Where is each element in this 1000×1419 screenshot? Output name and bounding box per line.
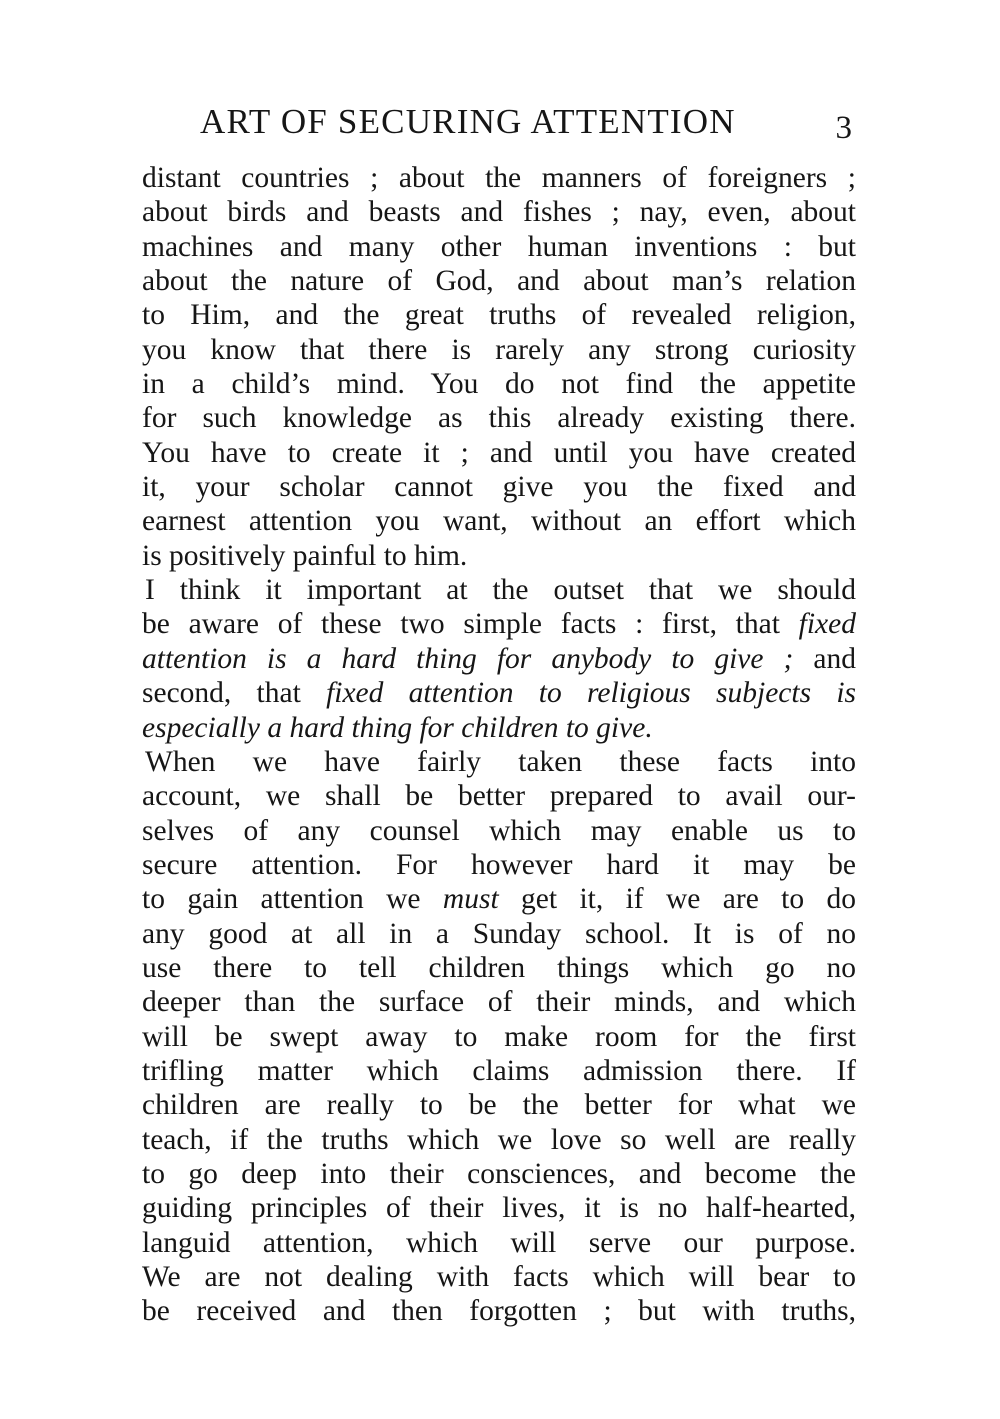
text-line: about the nature of God, and about man’s relation — [142, 265, 856, 298]
text-line: you know that there is rarely any strong curiosity — [142, 333, 856, 366]
running-title: ART OF SECURING ATTENTION — [200, 102, 736, 141]
paragraph-3 — [142, 745, 856, 1329]
text-line: languid attention, which will serve our purpose. — [142, 1226, 856, 1259]
text-line: for such knowledge as this already existing there. — [142, 402, 856, 435]
text-line: distant countries ; about the manners of foreigners ; — [142, 162, 856, 194]
text-line: children are really to be the better for what we — [142, 1089, 856, 1122]
text-line — [142, 642, 856, 676]
text-line: in a child’s mind. You do not find the appetite — [142, 368, 856, 401]
text-line: guiding principles of their lives, it is no half-hearted, — [142, 1192, 856, 1225]
text-line: secure attention. For however hard it may be — [142, 848, 856, 881]
text-line: machines and many other human inventions : but — [142, 230, 856, 263]
text-line: earnest attention you want, without an effort which — [142, 505, 856, 538]
text-line: to go deep into their consciences, and become the — [142, 1157, 856, 1190]
text-run: to gain attention we — [142, 883, 421, 916]
text-line — [142, 676, 856, 710]
text-line: When we have fairly taken these facts into — [145, 745, 856, 778]
text-line: deeper than the surface of their minds, and which — [142, 986, 856, 1019]
italic-run: fixed attention to religious subjects is — [326, 677, 857, 710]
text-line: to Him, and the great truths of revealed religion, — [142, 299, 856, 332]
text-line: especially a hard thing for children to give. — [142, 711, 653, 744]
paragraph-2 — [142, 573, 856, 745]
text-line: You have to create it ; and until you have created — [142, 436, 856, 469]
text-line: I think it important at the outset that we should — [145, 574, 856, 607]
page-number: 3 — [835, 110, 852, 146]
text-line: We are not dealing with facts which will bear to — [142, 1261, 856, 1293]
text-line: selves of any counsel which may enable us to — [142, 814, 856, 847]
text-line — [142, 882, 856, 916]
paragraph-1 — [142, 161, 856, 573]
text-line: use there to tell children things which go no — [142, 951, 856, 984]
text-line: account, we shall be better prepared to avail our- — [142, 780, 856, 813]
text-line — [142, 607, 856, 641]
text-run: and — [813, 642, 856, 675]
body-text — [142, 161, 856, 1329]
running-head — [200, 100, 852, 150]
text-line: it, your scholar cannot give you the fixed and — [142, 471, 856, 504]
text-line: is positively painful to him. — [142, 539, 468, 572]
text-line: about birds and beasts and fishes ; nay, even, about — [142, 196, 856, 229]
italic-run: attention is a hard thing for anybody to give ; — [142, 642, 794, 675]
text-line: any good at all in a Sunday school. It is of no — [142, 917, 856, 950]
text-line: be received and then forgotten ; but with truths, — [142, 1295, 856, 1328]
text-run: be aware of these two simple facts : first, that — [142, 608, 780, 641]
italic-run: fixed — [798, 608, 856, 641]
text-line: trifling matter which claims admission there. If — [142, 1054, 856, 1087]
text-line: teach, if the truths which we love so well are really — [142, 1123, 856, 1156]
italic-run: must — [442, 883, 499, 916]
text-run: get it, if we are to do — [521, 883, 857, 916]
text-line: will be swept away to make room for the first — [142, 1020, 856, 1053]
text-run: second, that — [142, 677, 301, 710]
